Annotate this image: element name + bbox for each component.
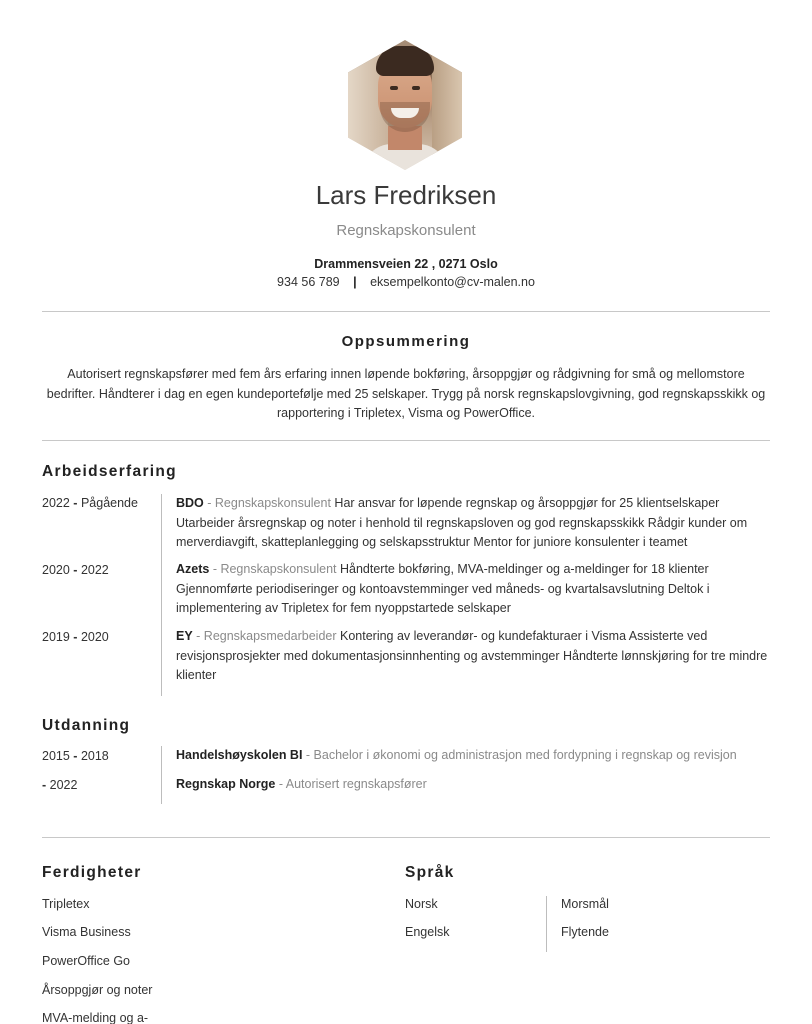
contact-line: [0, 275, 812, 289]
job-title: Regnskapskonsulent: [220, 562, 337, 576]
divider: [42, 311, 770, 312]
date-end: 2022: [49, 778, 78, 792]
education-timeline: [161, 746, 162, 804]
summary-text: Autorisert regnskapsfører med fem års erfaring innen løpende bokføring, årsoppgjør og rådgivning for små og mellomstore bedrifter. Håndterer i dag en egen kundeportefølje med 25 selskaper. Trygg på norsk regnskapslovgivning, god regnskapsskikk og rapportering i Tripletex, Visma og PowerOffice.: [46, 367, 766, 420]
date-end: 2022: [80, 563, 109, 577]
language-name: Norsk: [405, 897, 438, 911]
divider: [42, 440, 770, 441]
profile-photo: [348, 40, 462, 170]
photo-hair: [376, 46, 434, 76]
education-entry: [176, 775, 772, 795]
experience-heading: Arbeidserfaring: [42, 463, 177, 480]
phone-number: 934 56 789: [277, 275, 340, 289]
education-date: [42, 749, 109, 763]
experience-entry: [176, 560, 772, 619]
date-dash: -: [73, 630, 78, 644]
education-heading: Utdanning: [42, 717, 131, 734]
skill-item: Tripletex: [42, 897, 90, 911]
language-level: Flytende: [561, 925, 609, 939]
date-end: Pågående: [80, 496, 138, 510]
education-date: [42, 778, 77, 792]
job-description: Kontering av leverandør- og kundefakturaer i Visma Assisterte ved revisjonsprosjekter med dokumentasjonsinnhenting og avstemminger Håndterte lønnskjøring for tre mindre klienter: [176, 629, 768, 682]
experience-timeline: [161, 494, 162, 696]
skill-item: Årsoppgjør og noter: [42, 983, 153, 997]
language-level: Morsmål: [561, 897, 609, 911]
role-separator: -: [203, 496, 215, 510]
experience-date: [42, 630, 109, 644]
employer: BDO: [176, 496, 204, 510]
candidate-name: Lars Fredriksen: [315, 180, 497, 210]
job-description: Har ansvar for løpende regnskap og årsoppgjør for 25 klientselskaper Utarbeider årsregnskap og noter i henhold til regnskapsloven og god regnskapsskikk Rådgir kunder om merverdiavgift, skatteplanlegging og selskapsstruktur Mentor for juniore konsulenter i teamet: [176, 496, 748, 549]
languages-heading: Språk: [405, 864, 455, 881]
employer: EY: [176, 629, 193, 643]
job-title: Regnskapskonsulent: [214, 496, 331, 510]
date-start: 2022: [42, 496, 70, 510]
language-name: Engelsk: [405, 925, 450, 939]
skill-item: Visma Business: [42, 925, 131, 939]
degree: Bachelor i økonomi og administrasjon med fordypning i regnskap og revisjon: [313, 748, 737, 762]
language-divider: [546, 896, 547, 952]
photo-eye-left: [390, 86, 398, 90]
experience-entry: [176, 494, 772, 553]
date-start: 2015: [42, 749, 70, 763]
experience-date: [42, 563, 109, 577]
institution: Regnskap Norge: [176, 777, 276, 791]
role-separator: -: [192, 629, 204, 643]
date-dash: -: [73, 496, 78, 510]
skill-item: PowerOffice Go: [42, 954, 131, 968]
employer: Azets: [176, 562, 210, 576]
experience-entry: [176, 627, 772, 686]
degree-separator: -: [275, 777, 286, 791]
date-end: 2020: [80, 630, 109, 644]
degree-separator: -: [302, 748, 314, 762]
avatar: [348, 40, 462, 170]
degree: Autorisert regnskapsfører: [285, 777, 427, 791]
date-dash: -: [73, 563, 78, 577]
summary-heading: Oppsummering: [341, 333, 471, 350]
date-dash: -: [42, 778, 47, 792]
skills-heading: Ferdigheter: [42, 864, 142, 881]
education-entry: [176, 746, 772, 766]
address: Drammensveien 22 , 0271 Oslo: [314, 257, 498, 271]
divider: [42, 837, 770, 838]
photo-eye-right: [412, 86, 420, 90]
date-start: 2020: [42, 563, 70, 577]
email-address[interactable]: eksempelkonto@cv-malen.no: [370, 275, 535, 289]
institution: Handelshøyskolen BI: [176, 748, 303, 762]
contact-separator: |: [353, 275, 357, 289]
date-start: 2019: [42, 630, 70, 644]
date-dash: -: [73, 749, 78, 763]
job-title: Regnskapsmedarbeider: [203, 629, 337, 643]
skill-item: MVA-melding og a-: [42, 1011, 149, 1024]
candidate-title: Regnskapskonsulent: [336, 222, 476, 239]
role-separator: -: [209, 562, 221, 576]
experience-date: [42, 496, 138, 510]
date-end: 2018: [80, 749, 109, 763]
job-description: Håndterte bokføring, MVA-meldinger og a-meldinger for 18 klienter Gjennomførte periodiseringer og kontoavstemminger ved måneds- og kvartalsavslutning Deltok i implementering av Tripletex for fem nyoppstartede selskaper: [176, 562, 710, 615]
